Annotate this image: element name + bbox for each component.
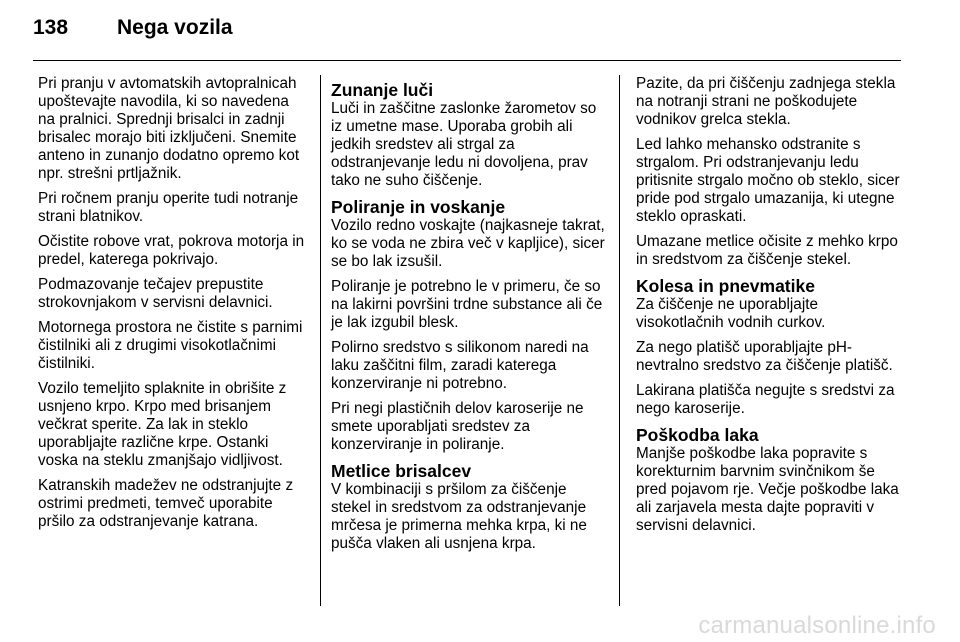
- chapter-title: Nega vozila: [117, 16, 233, 39]
- paragraph: Podmazovanje tečajev prepustite strokovnjakom v servisni delavnici.: [38, 276, 273, 311]
- paragraph: Polirno sredstvo s silikonom naredi na laku zaščitni film, zaradi katerega konzerviranje ni potrebno.: [331, 339, 589, 392]
- paragraph: Vozilo redno voskajte (najkasneje takrat, ko se voda ne zbira več v kapljice), sicer se bo lak izsušil.: [331, 217, 605, 270]
- paragraph: Umazane metlice očisite z mehko krpo in sredstvom za čiščenje stekel.: [636, 233, 898, 268]
- paragraph: Pri ročnem pranju operite tudi notranje strani blatnikov.: [38, 190, 299, 225]
- column-divider: [619, 75, 620, 606]
- paragraph: Motornega prostora ne čistite s parnimi čistilniki ali z drugimi visokotlačnimi čistilniki.: [38, 319, 303, 372]
- paragraph: Za nego platišč uporabljajte pH-nevtralno sredstvo za čiščenje platišč.: [636, 339, 893, 374]
- paragraph: Za čiščenje ne uporabljajte visokotlačnih vodnih curkov.: [636, 296, 826, 331]
- paragraph: Pri negi plastičnih delov karoserije ne smete uporabljati sredstev za konzerviranje in poliranje.: [331, 400, 584, 453]
- paragraph: Pri pranju v avtomatskih avtopralnicah upoštevajte navodila, ki so navedena na pralnici. Sprednji brisalci in zadnji brisalec morajo biti izključeni. Snemite anteno in zunanjo dodatno opremo kot npr. strešni prtljažnik.: [38, 75, 300, 182]
- paragraph: Manjše poškodbe laka popravite s korekturnim barvnim svinčnikom še pred pojavom rje. Večje poškodbe laka ali zarjavela mesta dajte popraviti v servisni delavnici.: [636, 445, 899, 534]
- header-rule: [33, 60, 901, 61]
- column-2: [331, 75, 607, 560]
- column-1: [38, 75, 310, 538]
- section-heading-paint-damage: Poškodba laka: [636, 425, 759, 445]
- paragraph: Lakirana platišča negujte s sredstvi za nego karoserije.: [636, 382, 895, 417]
- paragraph: Katranskih madežev ne odstranjujte z ostrimi predmeti, temveč uporabite pršilo za odstranjevanje katrana.: [38, 477, 294, 530]
- paragraph: V kombinaciji s pršilom za čiščenje stekel in sredstvom za odstranjevanje mrčesa je primerna mehka krpa, ki ne pušča vlaken ali usnjena krpa.: [331, 481, 587, 552]
- paragraph: Poliranje je potrebno le v primeru, če so na lakirni površini trdne substance ali če je lak izgubil blesk.: [331, 278, 603, 331]
- paragraph: Luči in zaščitne zaslonke žarometov so iz umetne mase. Uporaba grobih ali jedkih sredstev ali strgal za odstranjevanje ledu ni dovoljena, prav tako ne suho čiščenje.: [331, 100, 597, 189]
- paragraph: Pazite, da pri čiščenju zadnjega stekla na notranji strani ne poškodujete vodnikov grelca stekla.: [636, 75, 896, 128]
- section-heading-wheels-tyres: Kolesa in pnevmatike: [636, 276, 815, 296]
- section-heading-exterior-lights: Zunanje luči: [331, 80, 434, 100]
- paragraph: Vozilo temeljito splaknite in obrišite z usnjeno krpo. Krpo med brisanjem večkrat sperite. Za lak in steklo uporabljajte različne krpe. Ostanki voska na steklu zmanjšajo vidljivost.: [38, 380, 287, 469]
- paragraph: Očistite robove vrat, pokrova motorja in predel, katerega pokrivajo.: [38, 233, 305, 268]
- paragraph: Led lahko mehansko odstranite s strgalom. Pri odstranjevanju ledu pritisnite strgalo močno ob steklo, sicer pride pod strgalo umazanija, ki utegne steklo opraskati.: [636, 136, 900, 225]
- page-number: 138: [33, 16, 69, 39]
- watermark: carmanualsonline.info: [698, 612, 936, 639]
- column-3: [636, 75, 908, 542]
- section-heading-polishing-waxing: Poliranje in voskanje: [331, 197, 506, 217]
- column-divider: [320, 75, 321, 606]
- section-heading-wiper-blades: Metlice brisalcev: [331, 461, 472, 481]
